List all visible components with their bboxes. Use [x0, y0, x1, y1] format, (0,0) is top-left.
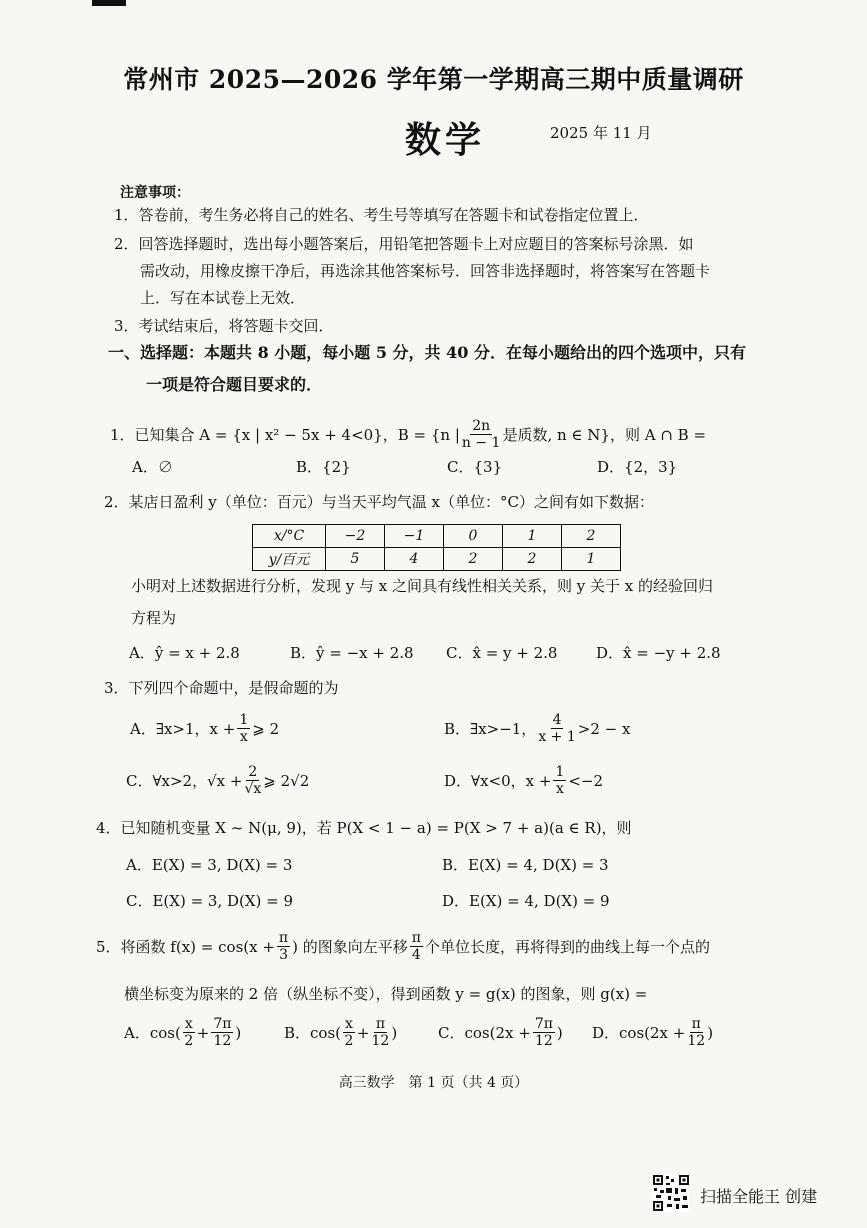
- q1-option-d: D．{2，3}: [597, 458, 678, 476]
- q5-frac1-den: 3: [279, 947, 288, 963]
- q5-a-n1: x: [184, 1016, 193, 1032]
- q5-a-d2: 12: [213, 1033, 232, 1049]
- q1-text-b: 是质数, n ∈ N}，则 A ∩ B =: [502, 425, 707, 444]
- q2-option-c: C．x̂ = y + 2.8: [446, 644, 558, 662]
- q5-text-b: ) 的图象向左平移: [292, 937, 408, 956]
- q5-a-plus: +: [196, 1023, 210, 1042]
- q3-d-den: x: [555, 781, 564, 797]
- q4-option-d: D．E(X) = 4, D(X) = 9: [442, 892, 610, 910]
- q3-c-post: ⩾ 2√2: [263, 771, 310, 790]
- q3-d-frac: [553, 764, 566, 797]
- q5-frac-1: [277, 930, 290, 963]
- q5-c-close: ): [556, 1023, 563, 1042]
- note-item: 上．写在本试卷上无效．: [140, 289, 306, 307]
- q3-a-num: 1: [239, 712, 249, 728]
- table-cell: y/百元: [253, 548, 326, 571]
- q5-text-line2: 横坐标变为原来的 2 倍（纵坐标不变），得到函数 y = g(x) 的图象，则 g(x) =: [124, 985, 648, 1003]
- exam-date: 2025 年 11 月: [550, 124, 652, 142]
- q1-frac-den: n − 1: [461, 435, 501, 451]
- table-cell: 2: [503, 548, 562, 571]
- q3-b-den: x + 1: [538, 729, 576, 745]
- q3-d-num: 1: [555, 764, 565, 780]
- q5-d-frac: [687, 1016, 705, 1049]
- q4-option-c: C．E(X) = 3, D(X) = 9: [126, 892, 294, 910]
- q3-b-frac: [538, 712, 575, 745]
- scanner-watermark: 扫描全能王 创建: [700, 1187, 818, 1206]
- q2-data-table: [252, 524, 621, 571]
- q5-c-d: 12: [534, 1033, 553, 1049]
- q5-a-d1: 2: [184, 1033, 194, 1049]
- q3-option-d: [444, 764, 603, 797]
- note-item: 1．答卷前，考生务必将自己的姓名、考生号等填写在答题卡和试卷指定位置上．: [114, 206, 649, 224]
- exam-title: 常州市 2025—2026 学年第一学期高三期中质量调研: [123, 65, 744, 94]
- note-item: 需改动，用橡皮擦干净后，再选涂其他答案标号．回答非选择题时，将答案写在答题卡: [140, 262, 711, 280]
- q5-option-d: [592, 1016, 713, 1049]
- q1-text-a: 1．已知集合 A = {x | x² − 5x + 4<0}，B = {n |: [110, 425, 460, 444]
- q4-option-a: A．E(X) = 3, D(X) = 3: [126, 856, 293, 874]
- q3-b-post: >2 − x: [577, 719, 631, 738]
- subject-title: 数学: [405, 119, 486, 161]
- q5-d-pre: D．cos(2x +: [592, 1024, 686, 1042]
- qr-code-icon: [652, 1174, 690, 1212]
- q2-option-b: B．ŷ = −x + 2.8: [290, 644, 414, 662]
- q3-c-frac: [244, 764, 261, 797]
- q5-c-frac: [533, 1016, 555, 1049]
- notes-heading: 注意事项：: [120, 185, 190, 201]
- q5-option-b: [284, 1016, 397, 1049]
- q1-fraction: [462, 418, 501, 451]
- q2-option-a: A．ŷ = x + 2.8: [129, 644, 240, 662]
- q5-b-plus: +: [356, 1023, 370, 1042]
- q3-a-frac: [237, 712, 250, 745]
- table-cell: 0: [444, 525, 503, 548]
- q5-b-d2: 12: [371, 1033, 390, 1049]
- note-item: 3．考试结束后，将答题卡交回．: [114, 317, 334, 335]
- q3-c-pre: C．∀x>2，√x +: [126, 772, 243, 790]
- question-3-stem: 3．下列四个命题中，是假命题的为: [104, 679, 339, 697]
- section-heading: 一、选择题：本题共 8 小题，每小题 5 分，共 40 分．在每小题给出的四个选项中，只有: [108, 343, 746, 362]
- question-2-stem: 2．某店日盈利 y（单位：百元）与当天平均气温 x（单位：°C）之间有如下数据：: [104, 493, 654, 511]
- table-cell: 1: [562, 548, 621, 571]
- table-cell: x/°C: [253, 525, 326, 548]
- question-1-stem: [110, 418, 706, 451]
- table-cell: 1: [503, 525, 562, 548]
- q3-d-post: <−2: [568, 771, 604, 790]
- q3-a-den: x: [239, 729, 248, 745]
- q5-frac2-den: 4: [411, 947, 421, 963]
- q3-d-pre: D．∀x<0，x +: [444, 772, 552, 790]
- q5-text-c: 个单位长度，再将得到的曲线上每一个点的: [424, 937, 710, 956]
- q3-b-pre: B．∃x>−1，: [444, 720, 537, 738]
- scan-mark: [92, 0, 126, 6]
- q3-c-den: √x: [244, 781, 262, 797]
- q5-b-pre: B．cos(: [284, 1024, 342, 1042]
- q1-option-c: C．{3}: [447, 458, 503, 476]
- q5-b-frac2: [372, 1016, 390, 1049]
- q1-option-b: B．{2}: [296, 458, 351, 476]
- question-4-stem: 4．已知随机变量 X ~ N(μ, 9)，若 P(X < 1 − a) = P(X > 7 + a)(a ∈ R)，则: [96, 819, 632, 837]
- q5-option-a: [124, 1016, 241, 1049]
- section-heading-cont: 一项是符合题目要求的．: [146, 375, 323, 394]
- table-cell: −2: [326, 525, 385, 548]
- page-footer: 高三数学 第 1 页（共 4 页）: [338, 1075, 529, 1091]
- question-5-stem: [96, 930, 710, 963]
- q5-a-frac1: [183, 1016, 195, 1049]
- q3-c-num: 2: [248, 764, 258, 780]
- q5-frac1-num: π: [278, 930, 289, 946]
- q5-text-a: 5．将函数 f(x) = cos(x +: [96, 937, 275, 956]
- q5-c-pre: C．cos(2x +: [438, 1024, 531, 1042]
- q5-d-close: ): [707, 1023, 714, 1042]
- q1-frac-num: 2n: [472, 418, 491, 434]
- q5-a-frac2: [211, 1016, 233, 1049]
- table-cell: −1: [385, 525, 444, 548]
- note-item: 2．回答选择题时，选出每小题答案后，用铅笔把答题卡上对应题目的答案标号涂黑．如: [114, 235, 694, 253]
- q3-a-pre: A．∃x>1，x +: [130, 720, 236, 738]
- q2-text-line2: 方程为: [131, 609, 177, 627]
- table-cell: 2: [444, 548, 503, 571]
- q2-text-line1: 小明对上述数据进行分析，发现 y 与 x 之间具有线性相关关系，则 y 关于 x 的经验回归: [131, 577, 714, 595]
- table-row: [253, 525, 621, 548]
- table-cell: 5: [326, 548, 385, 571]
- q5-frac-2: [410, 930, 423, 963]
- q5-option-c: [438, 1016, 563, 1049]
- q3-b-num: 4: [552, 712, 562, 728]
- q5-d-d: 12: [687, 1033, 706, 1049]
- q5-b-close: ): [391, 1023, 398, 1042]
- q3-option-a: [130, 712, 279, 745]
- table-cell: 4: [385, 548, 444, 571]
- q5-a-close: ): [235, 1023, 242, 1042]
- q5-b-d1: 2: [344, 1033, 354, 1049]
- q4-option-b: B．E(X) = 4, D(X) = 3: [442, 856, 609, 874]
- q5-d-n: π: [691, 1016, 701, 1032]
- q5-b-n2: π: [375, 1016, 386, 1032]
- table-row: [253, 548, 621, 571]
- q1-option-a: A．∅: [132, 458, 173, 476]
- q5-b-n1: x: [345, 1016, 353, 1032]
- q3-option-c: [126, 764, 309, 797]
- q2-option-d: D．x̂ = −y + 2.8: [596, 644, 721, 662]
- q3-a-post: ⩾ 2: [252, 719, 280, 738]
- q3-option-b: [444, 712, 630, 745]
- q5-frac2-num: π: [411, 930, 421, 946]
- q5-a-n2: 7π: [213, 1016, 232, 1032]
- q5-a-pre: A．cos(: [124, 1024, 181, 1042]
- q5-b-frac1: [343, 1016, 355, 1049]
- q5-c-n: 7π: [534, 1016, 553, 1032]
- table-cell: 2: [562, 525, 621, 548]
